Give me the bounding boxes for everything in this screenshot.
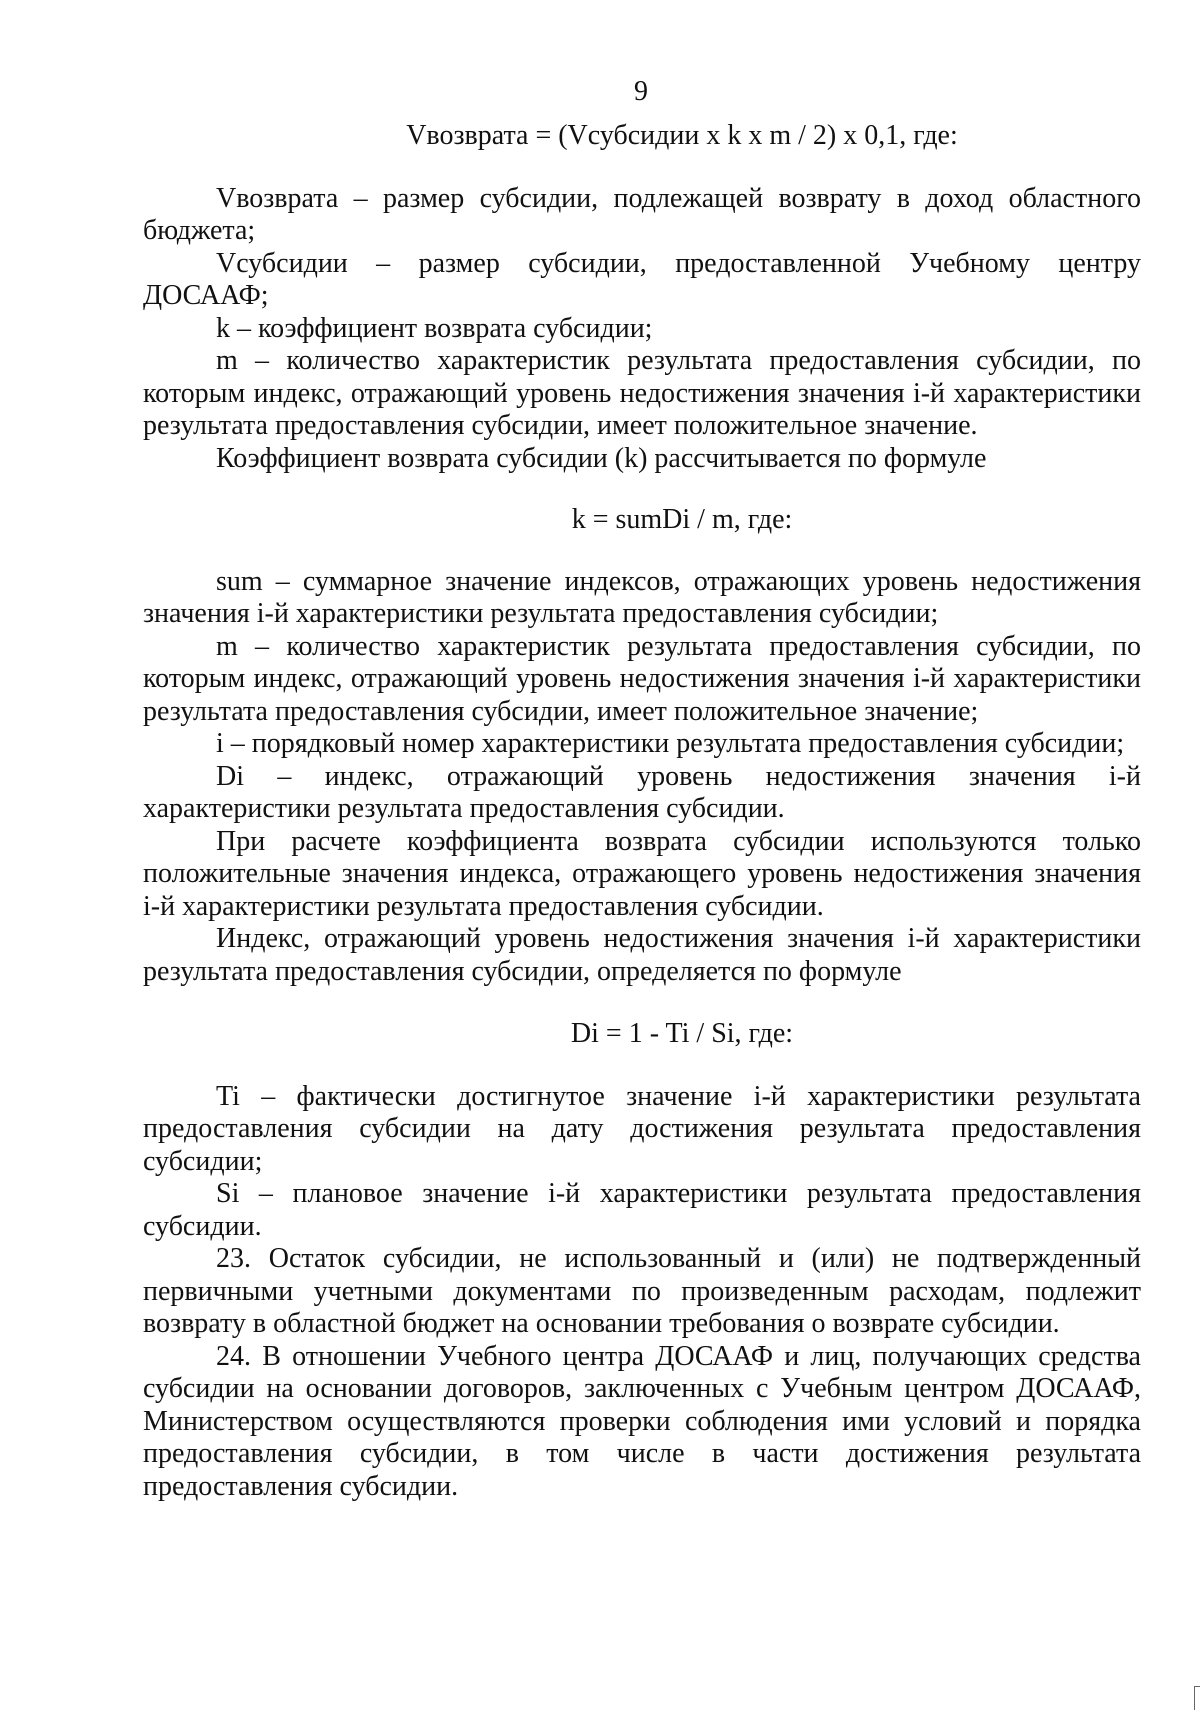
formula-di: Di = 1 - Ti / Si, где: [570,1018,794,1049]
paragraph-ti-definition: Ti – фактически достигнутое значение i-й характеристики результата предоставления субсидии на дату достижения результата предоставления субсидии; [143,1080,1141,1177]
paragraph-i-definition: i – порядковый номер характеристики результата предоставления субсидии; [216,728,1125,759]
scan-edge-mark [1194,1686,1200,1710]
paragraph-vozvrata-definition: Vвозврата – размер субсидии, подлежащей возврату в доход областного бюджета; [143,182,1141,246]
paragraph-sum-definition: sum – суммарное значение индексов, отражающих уровень недостижения значения i-й характеристики результата предоставления субсидии; [143,565,1141,629]
formula-vozvrata: Vвозврата = (Vсубсидии x k x m / 2) x 0,1, где: [406,120,958,151]
paragraph-di-definition: Di – индекс, отражающий уровень недостижения значения i-й характеристики результата предоставления субсидии. [143,760,1141,824]
paragraph-item-24: 24. В отношении Учебного центра ДОСААФ и лиц, получающих средства субсидии на основании договоров, заключенных с Учебным центром ДОСААФ, Министерством осуществляются проверки соблюдения ими условий и порядка предоставления субсидии, в том числе в части достижения результата предоставления субсидии. [143,1340,1141,1502]
paragraph-vsubsidii-definition: Vсубсидии – размер субсидии, предоставленной Учебному центру ДОСААФ; [143,247,1141,311]
paragraph-di-formula-intro: Индекс, отражающий уровень недостижения значения i-й характеристики результата предоставления субсидии, определяется по формуле [143,923,1141,987]
paragraph-item-23: 23. Остаток субсидии, не использованный и (или) не подтвержденный первичными учетными документами по произведенным расходам, подлежит возврату в областной бюджет на основании требования о возврате субсидии. [143,1243,1141,1339]
paragraph-si-definition: Si – плановое значение i-й характеристики результата предоставления субсидии. [143,1178,1141,1242]
paragraph-k-definition: k – коэффициент возврата субсидии; [216,312,653,344]
formula-k: k = sumDi / m, где: [571,504,793,535]
document-body [143,120,1141,1503]
paragraph-m-definition: m – количество характеристик результата предоставления субсидии, по которым индекс, отражающий уровень недостижения значения i-й характеристики результата предоставления субсидии, имеет положительное значение. [143,345,1141,441]
paragraph-k-formula-intro: Коэффициент возврата субсидии (k) рассчитывается по формуле [216,442,987,474]
paragraph-m-definition-2: m – количество характеристик результата предоставления субсидии, по которым индекс, отражающий уровень недостижения значения i-й характеристики результата предоставления субсидии, имеет положительное значение; [143,630,1141,727]
paragraph-positive-values: При расчете коэффициента возврата субсидии используются только положительные значения индекса, отражающего уровень недостижения значения i-й характеристики результата предоставления субсидии. [143,825,1141,922]
page-number: 9 [634,76,648,107]
